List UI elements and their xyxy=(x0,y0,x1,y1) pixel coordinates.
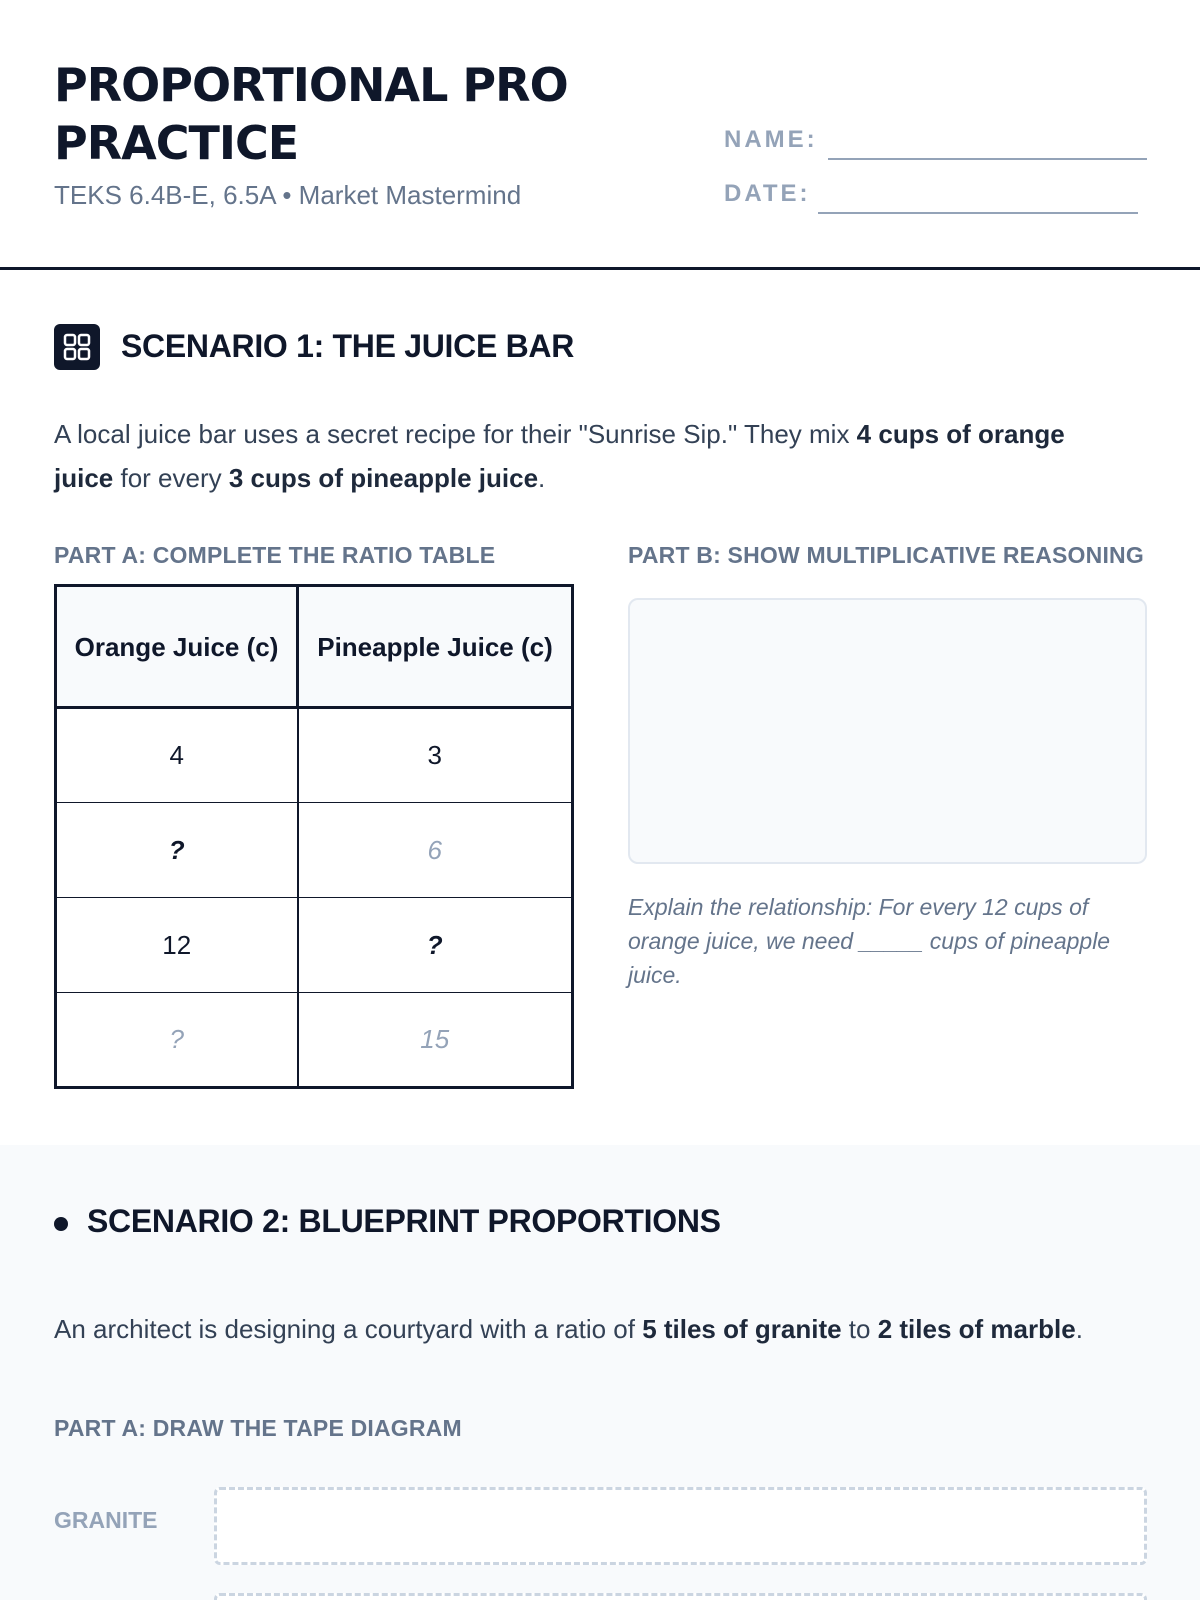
bullet-icon xyxy=(54,1217,68,1231)
page-subtitle: TEKS 6.4B-E, 6.5A • Market Mastermind xyxy=(54,180,522,210)
explain-prompt: Explain the relationship: For every 12 cups of orange juice, we need _____ cups of pineapple juice. xyxy=(628,894,1111,988)
tape-box-granite[interactable] xyxy=(214,1487,1147,1565)
title-line-1: PROPORTIONAL PRO xyxy=(54,58,568,112)
worksheet-header xyxy=(0,0,1200,270)
column-header-pineapple: Pineapple Juice (c) xyxy=(298,586,573,708)
scenario-2-title: SCENARIO 2: BLUEPRINT PROPORTIONS xyxy=(87,1203,721,1239)
scenario-1-title: SCENARIO 1: THE JUICE BAR xyxy=(121,328,575,364)
scenario-2-section xyxy=(0,1145,1200,1600)
answer-cell[interactable]: ? xyxy=(56,803,298,898)
table-cell: 4 xyxy=(56,708,298,803)
table-cell: 15 xyxy=(298,993,573,1088)
name-label: NAME: xyxy=(724,126,818,153)
column-header-orange: Orange Juice (c) xyxy=(56,586,298,708)
scenario-2-intro: An architect is designing a courtyard with a ratio of 5 tiles of granite to 2 tiles of marble. xyxy=(54,1314,1083,1344)
grid-icon xyxy=(54,324,100,370)
table-row xyxy=(56,803,573,898)
part-a-label: PART A: COMPLETE THE RATIO TABLE xyxy=(54,542,496,568)
tape-part-a-label: PART A: DRAW THE TAPE DIAGRAM xyxy=(54,1415,462,1441)
answer-cell[interactable]: ? xyxy=(56,993,298,1088)
part-b-label: PART B: SHOW MULTIPLICATIVE REASONING xyxy=(628,542,1144,568)
table-cell: 3 xyxy=(298,708,573,803)
scenario-1-intro: A local juice bar uses a secret recipe for their "Sunrise Sip." They mix 4 cups of orange juice for every 3 cups of pineapple juice. xyxy=(54,419,1065,493)
tape-label-granite: GRANITE xyxy=(54,1507,158,1533)
date-field[interactable] xyxy=(818,212,1138,214)
table-row xyxy=(56,898,573,993)
table-cell: 12 xyxy=(56,898,298,993)
reasoning-work-box[interactable] xyxy=(628,598,1147,864)
title-line-2: PRACTICE xyxy=(54,116,299,170)
table-row xyxy=(56,993,573,1088)
table-row xyxy=(56,708,573,803)
page-title xyxy=(54,56,654,172)
answer-cell[interactable]: ? xyxy=(298,898,573,993)
name-field[interactable] xyxy=(828,158,1147,160)
ratio-table xyxy=(54,584,574,1089)
tape-box-marble[interactable] xyxy=(214,1593,1147,1600)
scenario-1-section xyxy=(0,270,1200,1145)
date-label: DATE: xyxy=(724,180,811,207)
table-cell: 6 xyxy=(298,803,573,898)
